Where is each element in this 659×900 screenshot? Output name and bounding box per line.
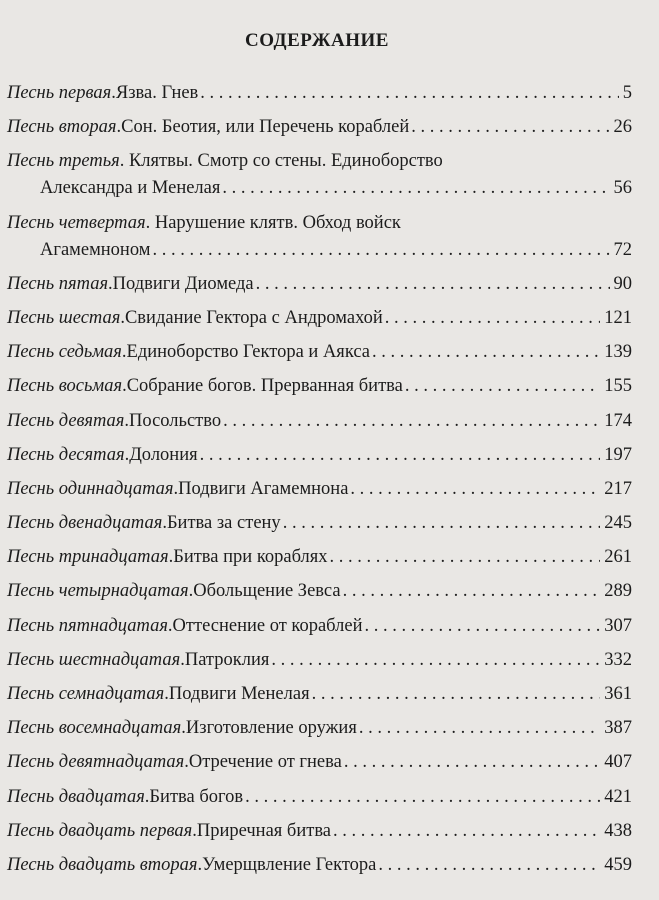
canto-separator: . bbox=[184, 752, 189, 773]
toc-entry-line-continued bbox=[7, 175, 632, 202]
canto-label: Песнь первая bbox=[7, 83, 112, 103]
leader-dots bbox=[350, 476, 600, 503]
leader-dots bbox=[378, 852, 600, 879]
toc-entry bbox=[7, 647, 632, 674]
toc-entry bbox=[7, 476, 632, 503]
canto-title: Битва за стену bbox=[166, 513, 281, 534]
canto-separator: . bbox=[124, 410, 130, 431]
leader-dots bbox=[312, 681, 601, 708]
leader-dots bbox=[245, 784, 600, 811]
page-number: 197 bbox=[604, 444, 632, 465]
toc-heading: СОДЕРЖАНИЕ bbox=[245, 30, 389, 51]
toc-entry-line bbox=[7, 613, 632, 640]
toc-entry-line bbox=[7, 715, 632, 742]
toc-entry bbox=[7, 613, 632, 640]
canto-separator: . bbox=[188, 581, 194, 602]
toc-entry bbox=[7, 210, 632, 264]
canto-separator: . bbox=[192, 820, 197, 841]
toc-entry bbox=[7, 339, 632, 366]
page-number: 421 bbox=[604, 786, 632, 807]
toc-entry bbox=[7, 749, 632, 776]
canto-separator: . bbox=[144, 786, 150, 807]
toc-entry bbox=[7, 578, 632, 605]
canto-label: Песнь десятая bbox=[7, 444, 125, 465]
toc-entry bbox=[7, 148, 632, 202]
canto-separator: . bbox=[145, 212, 155, 233]
toc-entry-line bbox=[7, 114, 632, 141]
canto-title: Умерщвление Гектора bbox=[202, 854, 377, 875]
canto-separator: . bbox=[164, 684, 169, 704]
canto-title: Оттеснение от кораблей bbox=[172, 615, 363, 636]
toc-entry-line bbox=[7, 305, 632, 332]
toc-entry-line bbox=[7, 647, 632, 674]
canto-separator: . bbox=[120, 307, 125, 328]
toc-entry bbox=[7, 818, 632, 845]
toc-entry bbox=[7, 271, 632, 298]
canto-label: Песнь семнадцатая bbox=[7, 684, 165, 704]
canto-label: Песнь двадцать вторая bbox=[7, 854, 198, 875]
canto-separator: . bbox=[181, 718, 186, 739]
canto-title: Битва богов bbox=[149, 786, 244, 807]
canto-separator: . bbox=[168, 547, 174, 568]
canto-label: Песнь шестая bbox=[7, 307, 121, 328]
toc-entry bbox=[7, 80, 632, 107]
toc-entry bbox=[7, 114, 632, 141]
canto-separator: . bbox=[108, 273, 113, 294]
page-number: 174 bbox=[604, 410, 632, 431]
page-number: 90 bbox=[613, 273, 632, 294]
canto-separator: . bbox=[167, 615, 173, 636]
toc-entry-line bbox=[7, 784, 632, 811]
canto-separator: . bbox=[162, 513, 167, 534]
leader-dots bbox=[359, 715, 600, 742]
canto-label: Песнь четырнадцатая bbox=[7, 581, 189, 602]
canto-separator: . bbox=[121, 342, 127, 363]
canto-title: Язва. Гнев bbox=[115, 83, 199, 103]
leader-dots bbox=[256, 271, 610, 298]
page-number: 72 bbox=[613, 239, 632, 260]
canto-label: Песнь девятая bbox=[7, 410, 125, 431]
toc-entry-line bbox=[7, 148, 632, 175]
toc-entry-line bbox=[7, 544, 632, 571]
canto-label: Песнь вторая bbox=[7, 117, 117, 138]
canto-separator: . bbox=[197, 854, 203, 875]
canto-title-continued: Александра и Менелая bbox=[40, 178, 221, 199]
page-number: 217 bbox=[604, 478, 632, 499]
page-number: 261 bbox=[604, 547, 632, 568]
leader-dots bbox=[222, 175, 609, 202]
page-number: 26 bbox=[613, 117, 632, 138]
leader-dots bbox=[271, 647, 600, 674]
page-number: 121 bbox=[604, 307, 632, 328]
leader-dots bbox=[223, 408, 600, 435]
toc-entry bbox=[7, 544, 632, 571]
leader-dots bbox=[405, 373, 600, 400]
canto-label: Песнь четвертая bbox=[7, 212, 146, 233]
page-number: 139 bbox=[604, 342, 632, 363]
toc-entry-line bbox=[7, 476, 632, 503]
toc-entry-line bbox=[7, 373, 632, 400]
canto-title: Подвиги Агамемнона bbox=[178, 478, 349, 499]
toc-entry-line bbox=[7, 408, 632, 435]
canto-label: Песнь седьмая bbox=[7, 342, 122, 363]
canto-separator: . bbox=[119, 151, 129, 172]
toc-entry-line bbox=[7, 578, 632, 605]
canto-label: Песнь пятнадцатая bbox=[7, 615, 168, 636]
toc-entry-line bbox=[7, 442, 632, 469]
leader-dots bbox=[200, 442, 601, 469]
page-number: 438 bbox=[604, 820, 632, 841]
canto-label: Песнь двенадцатая bbox=[7, 513, 163, 534]
leader-dots bbox=[200, 80, 618, 107]
leader-dots bbox=[283, 510, 601, 537]
page-number: 459 bbox=[604, 854, 632, 875]
page-number: 332 bbox=[604, 649, 632, 670]
canto-title: Долония bbox=[129, 444, 198, 465]
page-number: 245 bbox=[604, 513, 632, 534]
leader-dots bbox=[152, 237, 609, 264]
canto-label: Песнь третья bbox=[7, 151, 120, 172]
canto-separator: . bbox=[111, 83, 116, 103]
page-number: 307 bbox=[604, 615, 632, 636]
canto-title: Единоборство Гектора и Аякса bbox=[126, 342, 370, 363]
page-number: 5 bbox=[622, 83, 632, 103]
leader-dots bbox=[344, 749, 600, 776]
canto-separator: . bbox=[180, 649, 185, 670]
page-number: 387 bbox=[604, 718, 632, 739]
page-number: 361 bbox=[604, 684, 632, 704]
toc-entry-line bbox=[7, 818, 632, 845]
canto-title: Приречная битва bbox=[196, 820, 332, 841]
toc-entry-line bbox=[7, 852, 632, 879]
toc-list bbox=[7, 80, 632, 886]
page-number: 289 bbox=[604, 581, 632, 602]
toc-entry bbox=[7, 442, 632, 469]
leader-dots bbox=[330, 544, 601, 571]
toc-entry-line bbox=[7, 510, 632, 537]
toc-entry bbox=[7, 852, 632, 879]
leader-dots bbox=[411, 114, 609, 141]
canto-label: Песнь шестнадцатая bbox=[7, 649, 181, 670]
canto-title: Подвиги Менелая bbox=[168, 684, 310, 704]
toc-entry-line bbox=[7, 339, 632, 366]
canto-label: Песнь одиннадцатая bbox=[7, 478, 174, 499]
leader-dots bbox=[372, 339, 600, 366]
leader-dots bbox=[364, 613, 600, 640]
canto-separator: . bbox=[124, 444, 130, 465]
canto-title: Нарушение клятв. Обход войск bbox=[154, 212, 401, 233]
canto-title: Битва при кораблях bbox=[173, 547, 328, 568]
page-number: 407 bbox=[604, 752, 632, 773]
canto-label: Песнь девятнадцатая bbox=[7, 752, 185, 773]
canto-label: Песнь пятая bbox=[7, 273, 109, 294]
leader-dots bbox=[385, 305, 600, 332]
canto-title: Подвиги Диомеда bbox=[112, 273, 254, 294]
page-number: 56 bbox=[613, 178, 632, 199]
toc-entry-line bbox=[7, 80, 632, 107]
canto-title: Клятвы. Смотр со стены. Единоборство bbox=[128, 151, 443, 172]
canto-label: Песнь восемнадцатая bbox=[7, 718, 182, 739]
canto-title: Сон. Беотия, или Перечень кораблей bbox=[121, 117, 410, 138]
canto-title: Изготовление оружия bbox=[185, 718, 357, 739]
canto-title: Собрание богов. Прерванная битва bbox=[126, 376, 403, 397]
canto-label: Песнь двадцать первая bbox=[7, 820, 193, 841]
canto-label: Песнь тринадцатая bbox=[7, 547, 169, 568]
toc-entry-line bbox=[7, 749, 632, 776]
toc-entry bbox=[7, 715, 632, 742]
toc-entry bbox=[7, 408, 632, 435]
canto-title: Свидание Гектора с Андромахой bbox=[124, 307, 383, 328]
canto-title: Обольщение Зевса bbox=[193, 581, 341, 602]
leader-dots bbox=[343, 578, 601, 605]
canto-separator: . bbox=[116, 117, 122, 138]
toc-entry-line bbox=[7, 271, 632, 298]
toc-entry bbox=[7, 681, 632, 708]
leader-dots bbox=[333, 818, 600, 845]
page-number: 155 bbox=[604, 376, 632, 397]
canto-separator: . bbox=[173, 478, 179, 499]
canto-title: Посольство bbox=[129, 410, 222, 431]
toc-entry bbox=[7, 373, 632, 400]
toc-entry-line-continued bbox=[7, 237, 632, 264]
canto-label: Песнь восьмая bbox=[7, 376, 123, 397]
toc-entry bbox=[7, 510, 632, 537]
toc-entry bbox=[7, 305, 632, 332]
toc-entry-line bbox=[7, 681, 632, 708]
canto-title: Патроклия bbox=[184, 649, 270, 670]
canto-title: Отречение от гнева bbox=[188, 752, 342, 773]
canto-separator: . bbox=[122, 376, 127, 397]
toc-entry-line bbox=[7, 210, 632, 237]
canto-title-continued: Агамемноном bbox=[40, 239, 151, 260]
canto-label: Песнь двадцатая bbox=[7, 786, 145, 807]
toc-entry bbox=[7, 784, 632, 811]
